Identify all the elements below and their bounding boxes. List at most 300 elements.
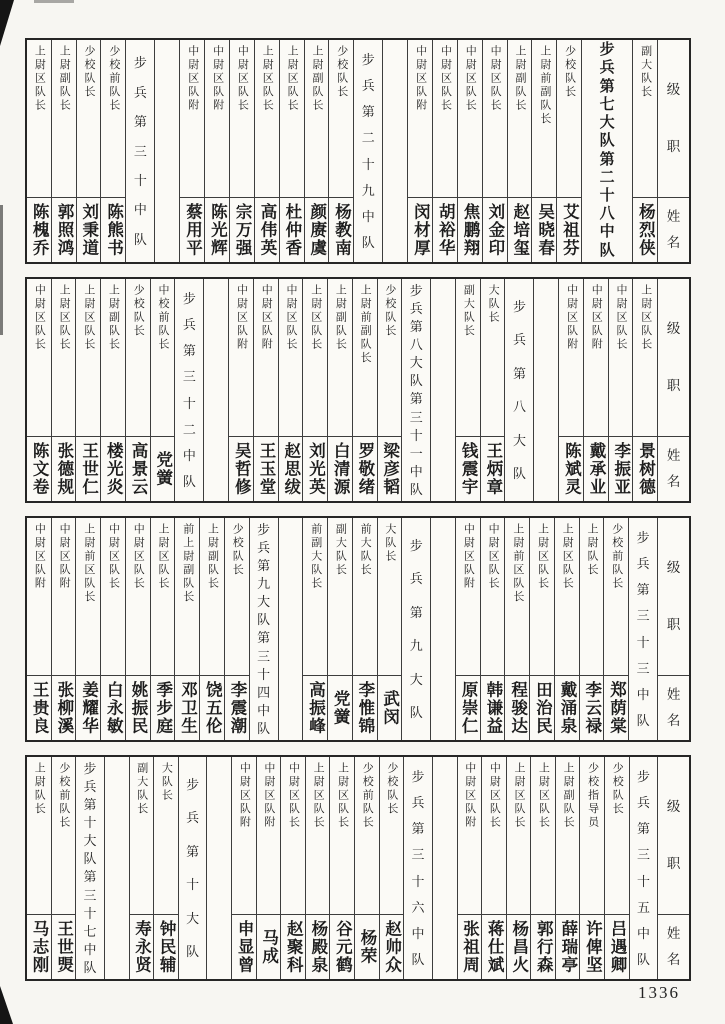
name-text: 杨昌火 [509, 920, 529, 974]
name-text: 宗万强 [233, 203, 253, 257]
rank-cell [328, 518, 352, 676]
char: 十 [186, 877, 200, 893]
header-name-label [658, 915, 689, 979]
rank-cell [456, 518, 480, 676]
rank-name-header-column [658, 40, 689, 262]
name-text: 景树德 [636, 442, 656, 496]
name-cell [559, 437, 583, 501]
scan-artifact [0, 986, 13, 1024]
rank-text: 上尉副队长 [58, 45, 71, 113]
rank-cell [27, 40, 51, 198]
char: 第 [257, 558, 271, 574]
unit-heading-text [354, 40, 382, 262]
name-cell [229, 437, 253, 501]
officer-column [101, 279, 126, 501]
rank-text: 上尉副队长 [107, 284, 120, 352]
officer-column [353, 279, 378, 501]
rank-cell [555, 518, 579, 676]
name-text: 吕遇卿 [608, 920, 627, 974]
char: 第 [257, 630, 271, 646]
rank-cell [175, 518, 199, 676]
rank-cell [378, 518, 402, 676]
spacer-column [433, 757, 458, 979]
char: 步 [186, 776, 200, 792]
rank-cell [279, 279, 303, 437]
officer-column [101, 518, 126, 740]
name-cell [507, 915, 531, 979]
rank-name-header-column [658, 757, 689, 979]
char: 第 [599, 78, 615, 95]
char: 第 [636, 582, 650, 598]
char: 队 [599, 133, 615, 150]
char: 兵 [512, 332, 526, 348]
char: 三 [636, 608, 650, 624]
name-cell [52, 198, 76, 262]
rank-text: 中尉区队附 [186, 45, 199, 113]
char: 兵 [409, 571, 423, 587]
char: 十 [636, 634, 650, 650]
rank-text: 副大队长 [462, 284, 475, 338]
rank-cell [230, 40, 254, 198]
name-text: 邓卫生 [178, 681, 198, 735]
char: 中 [409, 463, 423, 479]
name-text: 梁彦韬 [380, 442, 400, 496]
header-name-label [658, 198, 689, 262]
char: 十 [257, 666, 271, 682]
name-cell [205, 198, 229, 262]
rank-cell [303, 279, 327, 437]
char: 九 [361, 182, 375, 198]
rank-cell [633, 279, 657, 437]
officer-column [225, 518, 250, 740]
rank-name-header-column [658, 279, 689, 501]
officer-column [380, 757, 405, 979]
unit-heading-column [126, 40, 155, 262]
rank-cell [609, 279, 633, 437]
char: 八 [409, 337, 423, 353]
name-cell [584, 437, 608, 501]
char: 十 [83, 905, 97, 921]
name-cell [555, 676, 579, 740]
rank-text: 上尉区队长 [58, 284, 71, 352]
name-cell [130, 915, 154, 979]
rank-cell [378, 279, 402, 437]
rank-cell [27, 279, 51, 437]
name-text: 党黉 [153, 451, 173, 487]
name-text: 马志刚 [30, 920, 49, 974]
header-name-cell [658, 198, 689, 262]
char: 中 [411, 925, 425, 941]
name-text: 高伟英 [258, 203, 277, 257]
char: 中 [599, 224, 615, 241]
rank-cell [130, 757, 154, 915]
char: 二 [599, 169, 615, 186]
officer-column [280, 40, 305, 262]
name-text: 陈槐乔 [30, 203, 50, 257]
rank-cell [353, 518, 377, 676]
name-text: 焦鹏翔 [461, 203, 481, 257]
officer-column [52, 40, 77, 262]
rank-cell [580, 518, 604, 676]
name-text: 戴涌泉 [558, 681, 578, 735]
rank-cell [52, 40, 76, 198]
char: 兵 [182, 317, 196, 333]
char: 职 [666, 378, 681, 394]
unit-heading-column [630, 757, 659, 979]
header-name-cell [658, 437, 689, 501]
officer-column [126, 518, 151, 740]
name-text: 杨教南 [332, 203, 352, 257]
rank-cell [52, 279, 76, 437]
header-rank-label [658, 279, 689, 436]
officer-column [255, 40, 280, 262]
rank-cell [205, 40, 229, 198]
rank-cell [458, 757, 482, 915]
officer-column [200, 518, 225, 740]
rank-text: 上尉副队长 [310, 45, 323, 113]
name-text: 郭行森 [534, 920, 554, 974]
rank-cell [180, 40, 204, 198]
officer-column [328, 518, 353, 740]
unit-heading-column [179, 757, 208, 979]
rank-text: 前大队长 [359, 523, 372, 577]
char: 职 [666, 617, 681, 633]
rank-cell [76, 518, 100, 676]
rank-cell [433, 40, 457, 198]
name-text: 王炳章 [483, 442, 503, 496]
rank-text: 中校前队长 [157, 284, 170, 352]
name-cell [481, 437, 505, 501]
name-cell [328, 676, 352, 740]
rank-text: 少校队长 [231, 523, 244, 577]
rank-cell [254, 279, 278, 437]
name-text: 闵材厚 [411, 203, 431, 257]
rank-text: 上尉队长 [586, 523, 599, 577]
name-cell [378, 676, 402, 740]
name-text: 许俾坚 [583, 920, 603, 974]
name-cell [279, 437, 303, 501]
unit-heading-column [505, 279, 534, 501]
scan-artifact [0, 0, 14, 46]
unit-heading-text [175, 279, 203, 501]
header-rank-cell [658, 757, 689, 915]
name-cell [154, 915, 178, 979]
unit-heading-text [404, 757, 432, 979]
char: 大 [83, 833, 97, 849]
char: 三 [411, 847, 425, 863]
rank-text: 上尉队长 [33, 762, 46, 816]
officer-column [305, 40, 330, 262]
char: 八 [512, 399, 526, 415]
rank-cell [328, 279, 352, 437]
name-text: 赵帅众 [382, 920, 402, 974]
unit-heading-column [629, 518, 658, 740]
rank-text: 中尉区队附 [414, 45, 427, 113]
unit-heading-column [402, 279, 431, 501]
name-cell [604, 676, 628, 740]
name-cell [557, 198, 581, 262]
name-text: 季步庭 [153, 681, 173, 735]
officer-column [530, 518, 555, 740]
rank-cell [483, 40, 507, 198]
rank-cell [281, 757, 305, 915]
char: 兵 [599, 60, 615, 77]
char: 九 [257, 576, 271, 592]
unit-heading-text [402, 518, 430, 740]
char: 步 [409, 283, 423, 299]
officer-column [230, 40, 255, 262]
unit-heading-column [582, 40, 633, 262]
name-text: 吴晓春 [535, 203, 555, 257]
rank-text: 中尉区队长 [489, 45, 502, 113]
char: 十 [411, 873, 425, 889]
char: 步 [257, 522, 271, 538]
name-text: 姜耀华 [79, 681, 99, 735]
officer-column [408, 40, 433, 262]
char: 队 [599, 242, 615, 259]
header-rank-label [658, 757, 689, 914]
rank-text: 中尉区队长 [439, 45, 452, 113]
char: 中 [182, 447, 196, 463]
name-text: 刘金印 [485, 203, 505, 257]
name-cell [52, 437, 76, 501]
name-text: 杨殿泉 [308, 920, 328, 974]
name-cell [126, 437, 150, 501]
officer-column [559, 279, 584, 501]
name-text: 郑荫棠 [607, 681, 627, 735]
spacer-column [204, 279, 229, 501]
name-cell [27, 676, 51, 740]
char: 步 [133, 55, 147, 71]
name-cell [151, 676, 175, 740]
name-cell [378, 437, 402, 501]
name-cell [482, 915, 506, 979]
name-text: 杨烈侠 [636, 203, 656, 257]
name-text: 刘秉道 [79, 203, 99, 257]
rank-cell [458, 40, 482, 198]
name-text: 赵思绂 [281, 442, 301, 496]
officer-column [481, 518, 506, 740]
officer-column [456, 518, 481, 740]
officer-column [458, 757, 483, 979]
rank-text: 上尉副队长 [334, 284, 347, 352]
officer-column [378, 279, 403, 501]
rank-cell [531, 757, 555, 915]
name-text: 赵聚科 [284, 920, 304, 974]
name-cell [456, 676, 480, 740]
unit-heading-column [175, 279, 204, 501]
name-text: 陈熊书 [104, 203, 124, 257]
rank-cell [225, 518, 249, 676]
name-cell [408, 198, 432, 262]
unit-heading-text [582, 40, 632, 262]
name-text: 刘光英 [306, 442, 326, 496]
rank-cell [481, 279, 505, 437]
unit-heading-text [250, 518, 278, 740]
rank-cell [27, 518, 51, 676]
unit-heading-text [179, 757, 207, 979]
name-text: 饶五伦 [203, 681, 223, 735]
name-text: 马成 [259, 929, 279, 965]
rank-text: 少校队长 [335, 45, 348, 99]
name-cell [305, 198, 329, 262]
rank-cell [330, 757, 354, 915]
name-cell [151, 437, 175, 501]
officer-column [605, 757, 630, 979]
rank-cell [76, 279, 100, 437]
char: 第 [186, 843, 200, 859]
officer-column [458, 40, 483, 262]
name-cell [225, 676, 249, 740]
char: 兵 [257, 540, 271, 556]
rank-cell [355, 757, 379, 915]
char: 中 [257, 702, 271, 718]
name-text: 杨荣 [357, 929, 377, 965]
unit-heading-text [505, 279, 533, 501]
char: 姓 [666, 448, 681, 464]
char: 第 [599, 151, 615, 168]
char: 第 [133, 114, 147, 130]
name-cell [433, 198, 457, 262]
rank-cell [305, 40, 329, 198]
name-text: 薛瑞亭 [558, 920, 578, 974]
char: 兵 [361, 78, 375, 94]
roster-tables [25, 38, 691, 981]
char: 步 [361, 52, 375, 68]
unit-heading-text [630, 757, 658, 979]
header-rank-label [658, 40, 689, 197]
rank-cell [604, 518, 628, 676]
page-number: 1336 [638, 983, 680, 1002]
officer-column [303, 279, 328, 501]
header-rank-cell [658, 518, 689, 676]
officer-column [580, 757, 605, 979]
rank-cell [229, 279, 253, 437]
officer-column [27, 279, 52, 501]
name-text: 申显曾 [235, 920, 255, 974]
char: 步 [411, 769, 425, 785]
name-text: 张祖周 [460, 920, 480, 974]
name-text: 原崇仁 [459, 681, 479, 735]
name-text: 李惟锦 [355, 681, 375, 735]
name-text: 高振峰 [306, 681, 326, 735]
unit-heading-column [354, 40, 383, 262]
rank-text: 上尉副队长 [513, 45, 526, 113]
rank-cell [507, 757, 531, 915]
char: 第 [409, 391, 423, 407]
rank-text: 上尉区队长 [309, 284, 322, 352]
rank-text: 副大队长 [135, 762, 148, 816]
name-text: 李振亚 [611, 442, 631, 496]
rank-cell [257, 757, 281, 915]
officer-column [27, 518, 52, 740]
name-cell [232, 915, 256, 979]
rank-text: 少校前队长 [361, 762, 374, 830]
officer-column [254, 279, 279, 501]
officer-column [52, 279, 77, 501]
rank-text: 中尉区队附 [33, 523, 46, 591]
officer-column [482, 757, 507, 979]
rank-text: 中尉区队附 [463, 762, 476, 830]
name-text: 颜赓虞 [307, 203, 327, 257]
rank-text: 少校前队长 [610, 523, 623, 591]
officer-column [303, 518, 328, 740]
char: 六 [411, 899, 425, 915]
char: 名 [666, 952, 681, 968]
name-cell [458, 915, 482, 979]
char: 队 [257, 612, 271, 628]
char: 第 [411, 821, 425, 837]
char: 级 [666, 799, 681, 815]
char: 兵 [636, 556, 650, 572]
char: 队 [361, 234, 375, 250]
unit-heading-text [629, 518, 657, 740]
name-cell [508, 198, 532, 262]
rank-text: 少校队长 [611, 762, 624, 816]
char: 一 [409, 445, 423, 461]
header-name-cell [658, 915, 689, 979]
char: 兵 [133, 84, 147, 100]
name-cell [609, 437, 633, 501]
officer-column [483, 40, 508, 262]
officer-column [378, 518, 403, 740]
name-text: 韩谦益 [483, 681, 503, 735]
rank-text: 上尉区队长 [312, 762, 325, 830]
rank-text: 少校队长 [132, 284, 145, 338]
name-cell [27, 915, 51, 979]
unit-heading-column [402, 518, 431, 740]
name-cell [580, 915, 604, 979]
officer-column [229, 279, 254, 501]
roster-table-companies-28-30 [25, 38, 691, 264]
char: 大 [409, 355, 423, 371]
char: 第 [636, 821, 650, 837]
officer-column [151, 518, 176, 740]
rank-cell [633, 40, 657, 198]
name-cell [101, 198, 125, 262]
name-cell [175, 676, 199, 740]
officer-column [27, 757, 52, 979]
char: 队 [636, 712, 650, 728]
char: 三 [636, 660, 650, 676]
officer-column [101, 40, 126, 262]
rank-text: 中尉区队长 [487, 523, 500, 591]
char: 名 [666, 235, 681, 251]
char: 四 [257, 684, 271, 700]
rank-text: 上尉区队长 [286, 45, 299, 113]
char: 队 [409, 373, 423, 389]
name-cell [230, 198, 254, 262]
rank-cell [27, 757, 51, 915]
char: 步 [599, 42, 615, 59]
rank-text: 上尉区队长 [33, 45, 46, 113]
officer-column [481, 279, 506, 501]
spacer-column [431, 518, 456, 740]
rank-cell [77, 40, 101, 198]
officer-column [633, 40, 658, 262]
officer-column [76, 518, 101, 740]
name-cell [280, 198, 304, 262]
spacer-column [155, 40, 180, 262]
char: 第 [409, 604, 423, 620]
char: 十 [83, 815, 97, 831]
name-cell [353, 437, 377, 501]
rank-cell [580, 757, 604, 915]
rank-text: 上尉区队长 [537, 762, 550, 830]
header-rank-label [658, 518, 689, 675]
rank-text: 中尉区队长 [287, 762, 300, 830]
char: 级 [666, 82, 681, 98]
